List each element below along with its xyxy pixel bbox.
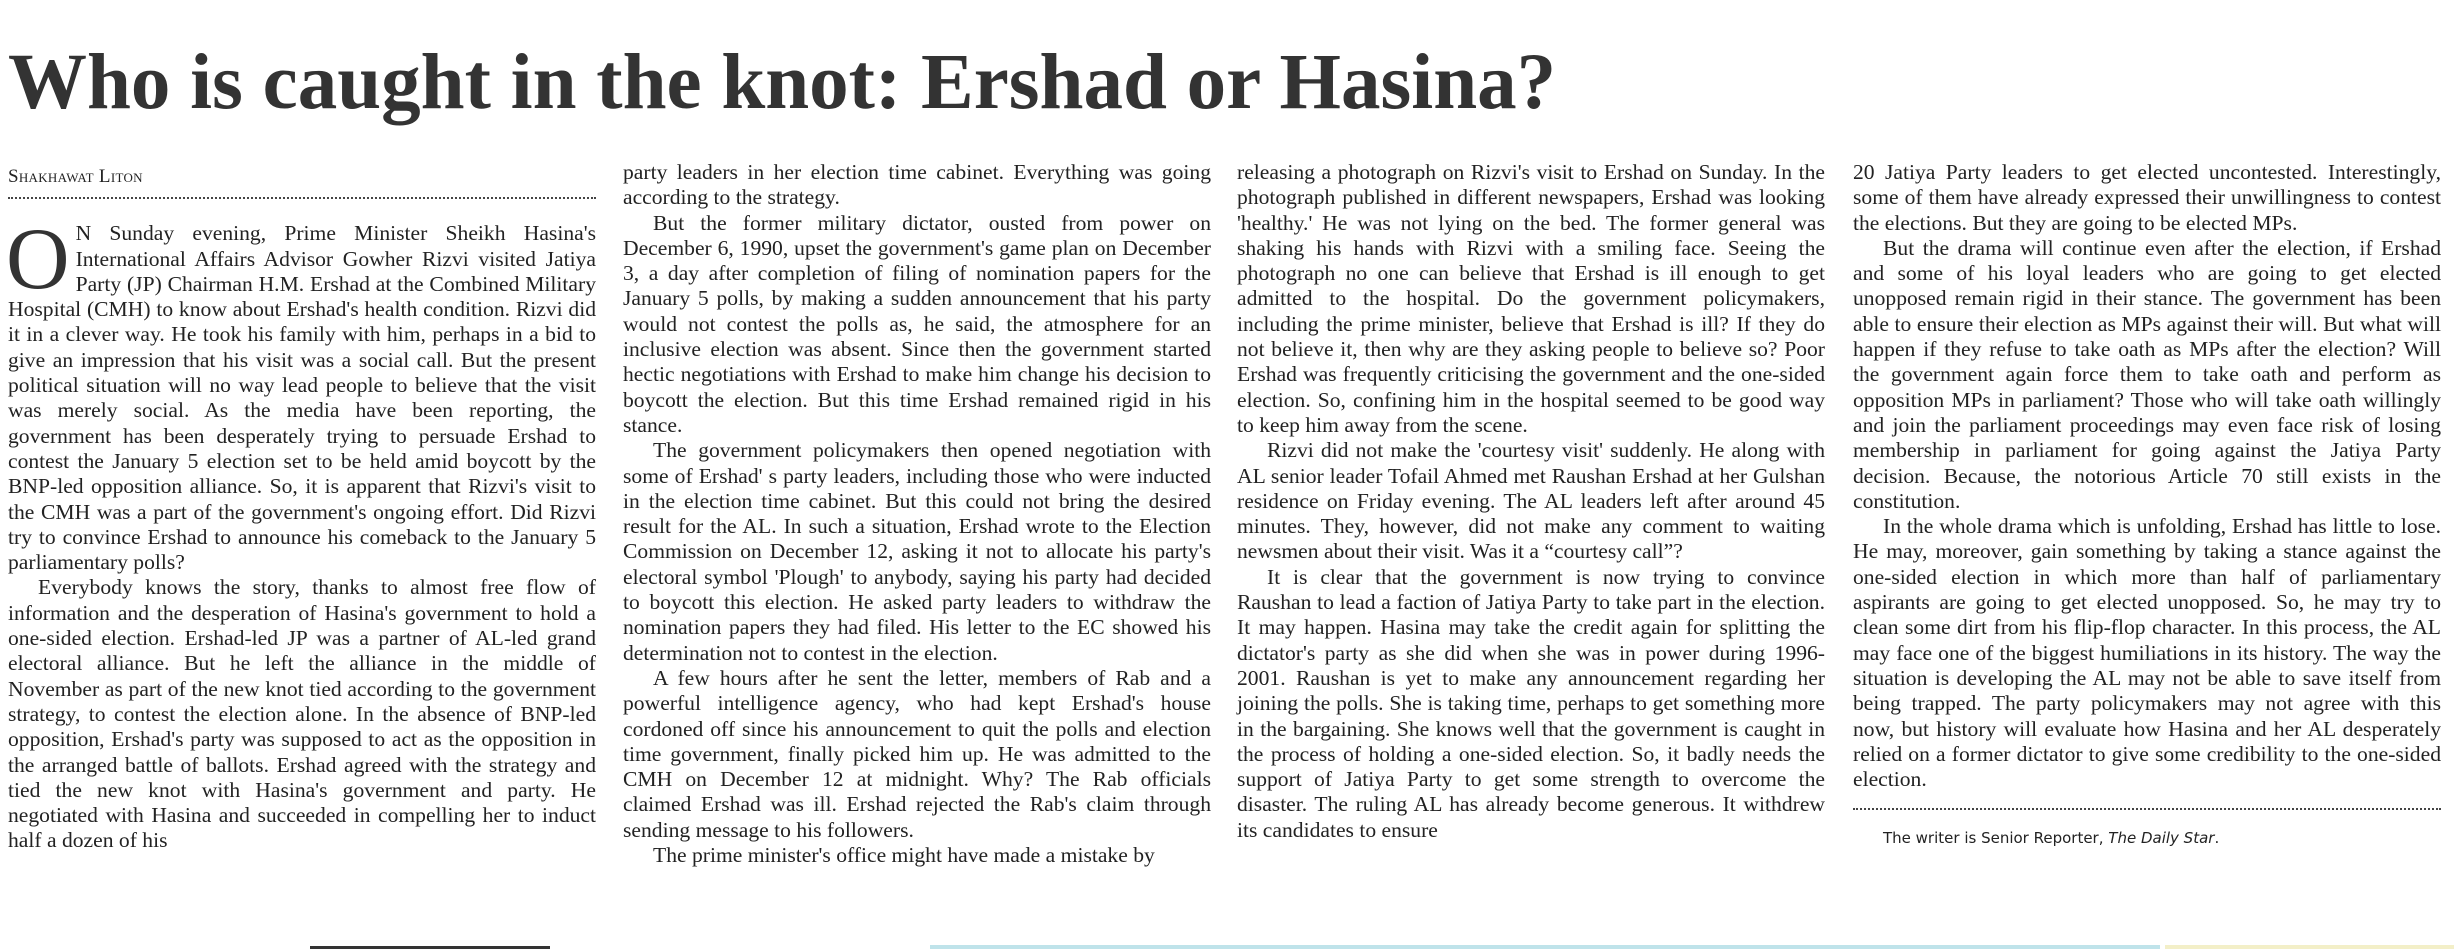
author-note-text: The writer is Senior Reporter,: [1883, 829, 2104, 848]
column-4: [1853, 160, 2441, 852]
column-2: [623, 160, 1211, 868]
headline: Who is caught in the knot: Ershad or Hasina?: [8, 39, 1557, 126]
bottom-edge-band-2: [2165, 945, 2454, 949]
bottom-edge-band: [930, 945, 2160, 949]
paragraph: Everybody knows the story, thanks to almost free flow of information and the desperation of Hasina's government to hold a one-sided election. Ershad-led JP was a partner of AL-led grand electoral alliance. But he left the alliance in the middle of November as part of the new knot tied according to the government strategy, to contest the election alone. In the absence of BNP-led opposition, Ershad's party was supposed to act as the opposition in the arranged battle of ballots. Ershad agreed with the strategy and tied the new knot with Hasina's government and party. He negotiated with Hasina and succeeded in compelling her to induct half a dozen of his: [8, 575, 596, 853]
paragraph: releasing a photograph on Rizvi's visit to Ershad on Sunday. In the photograph published in different newspapers, Ershad was looking 'healthy.' He was not lying on the bed. The former general was shaking his hands with Rizvi with a smiling face. Seeing the photograph no one can believe that Ershad is ill enough to get admitted to the hospital. Do the government policymakers, including the prime minister, believe that Ershad is ill? If they do not believe it, then why are they asking people to believe so? Poor Ershad was frequently criticising the government and the one-sided election. So, confining him in the hospital seemed to be good way to keep him away from the scene.: [1237, 160, 1825, 437]
column-1: [8, 160, 596, 854]
paragraph: But the drama will continue even after the election, if Ershad and some of his loyal leaders who are going to get elected unopposed remain rigid in their stance. The government has been able to ensure their election as MPs against their will. But what will happen if they refuse to take oath as MPs after the election? Will the government again force them to take oath and perform as opposition MPs in parliament? Those who will take oath willingly and join the parliament proceedings may even face risk of losing membership in parliament for going against the Jatiya Party decision. Because, the notorious Article 70 still exists in the constitution.: [1853, 235, 2441, 513]
paragraph: The government policymakers then opened negotiation with some of Ershad' s party leaders, including those who were inducted in the election time cabinet. But this could not bring the desired result for the AL. In such a situation, Ershad wrote to the Election Commission on December 12, asking it not to allocate his party's electoral symbol 'Plough' to anybody, saying his party had decided to boycott this election. He asked party leaders to withdraw the nomination papers they had filed. His letter to the EC showed his determination not to contest in the election.: [623, 438, 1211, 665]
author-note-end: .: [2214, 829, 2220, 848]
paragraph: 20 Jatiya Party leaders to get elected uncontested. Interestingly, some of them have already expressed their unwillingness to contest the elections. But they are going to be elected MPs.: [1853, 160, 2441, 235]
drop-cap: O: [6, 211, 70, 309]
paragraph: But the former military dictator, ousted from power on December 6, 1990, upset the government's game plan on December 3, a day after completion of filing of nomination papers for the January 5 polls, by making a sudden announcement that his party would not contest the polls as, he said, the atmosphere for an inclusive election was absent. Since then the government started hectic negotiations with Ershad to make him change his decision to boycott the election. But this time Ershad remained rigid in his stance.: [623, 210, 1211, 437]
paragraph: [6, 211, 596, 575]
paragraph: In the whole drama which is unfolding, Ershad has little to lose. He may, moreover, gain something by taking a stance against the one-sided election in which more than half of parliamentary aspirants are going to get elected unopposed. So, he may try to clean some dirt from his flip-flop character. In this process, the AL may face one of the biggest humiliations in its history. The way the situation is developing the AL may not be able to save itself from being trapped. The party policymakers may not agree with this now, but history will evaluate how Hasina and her AL desperately relied on a former dictator to give some credibility to the one-sided election.: [1853, 514, 2441, 792]
author-note: [1853, 826, 2441, 851]
paragraph: A few hours after he sent the letter, members of Rab and a powerful intelligence agency, who had kept Ershad's house cordoned off since his announcement to quit the polls and election time government, finally picked him up. He was admitted to the CMH on December 12 at midnight. Why? The Rab officials claimed Ershad was ill. Ershad rejected the Rab's claim through sending message to his followers.: [623, 665, 1211, 842]
paragraph: Rizvi did not make the 'courtesy visit' suddenly. He along with AL senior leader Tofail Ahmed met Raushan Ershad at her Gulshan residence on Friday evening. The AL leaders left after around 45 minutes. They, however, did not make any comment to waiting newsmen about their visit. Was it a “courtesy call”?: [1237, 438, 1825, 564]
paragraph: It is clear that the government is now trying to convince Raushan to lead a faction of Jatiya Party to take part in the election. It may happen. Hasina may take the credit again for splitting the dictator's party as she did when she was in power during 1996-2001. Raushan is yet to make any announcement regarding her joining the polls. She is taking time, perhaps to get something more in the bargaining. She knows well that the government is caught in the process of holding a one-sided election. So, it badly needs the support of Jatiya Party to get some strength to overcome the disaster. The ruling AL has already become generous. It withdrew its candidates to ensure: [1237, 564, 1825, 842]
paragraph: The prime minister's office might have made a mistake by: [653, 843, 1155, 868]
publication-name: The Daily Star: [2108, 829, 2215, 848]
byline-divider: [8, 197, 596, 199]
paragraph-text: N Sunday evening, Prime Minister Sheikh Hasina's International Affairs Advisor Gowher Rizvi visited Jatiya Party (JP) Chairman H.M. Ershad at the Combined Military Hospital (CMH) to know about Ershad's health condition. Rizvi did it in a clever way. He took his family with him, perhaps in a bid to give an impression that his visit was a social call. But the present political situation will no way lead people to believe that the visit was merely social. As the media have been reporting, the government has been desperately trying to persuade Ershad to contest the January 5 election set to be held amid boycott by the BNP-led opposition alliance. So, it is apparent that Rizvi's visit to the CMH was a part of the government's ongoing effort. Did Rizvi try to convince Ershad to announce his comeback to the January 5 parliamentary polls?: [8, 221, 596, 575]
byline: Shakhawat Liton: [8, 166, 143, 187]
paragraph: party leaders in her election time cabinet. Everything was going according to the strategy.: [623, 160, 1211, 210]
end-divider: [1853, 808, 2441, 810]
column-3: [1237, 160, 1825, 843]
